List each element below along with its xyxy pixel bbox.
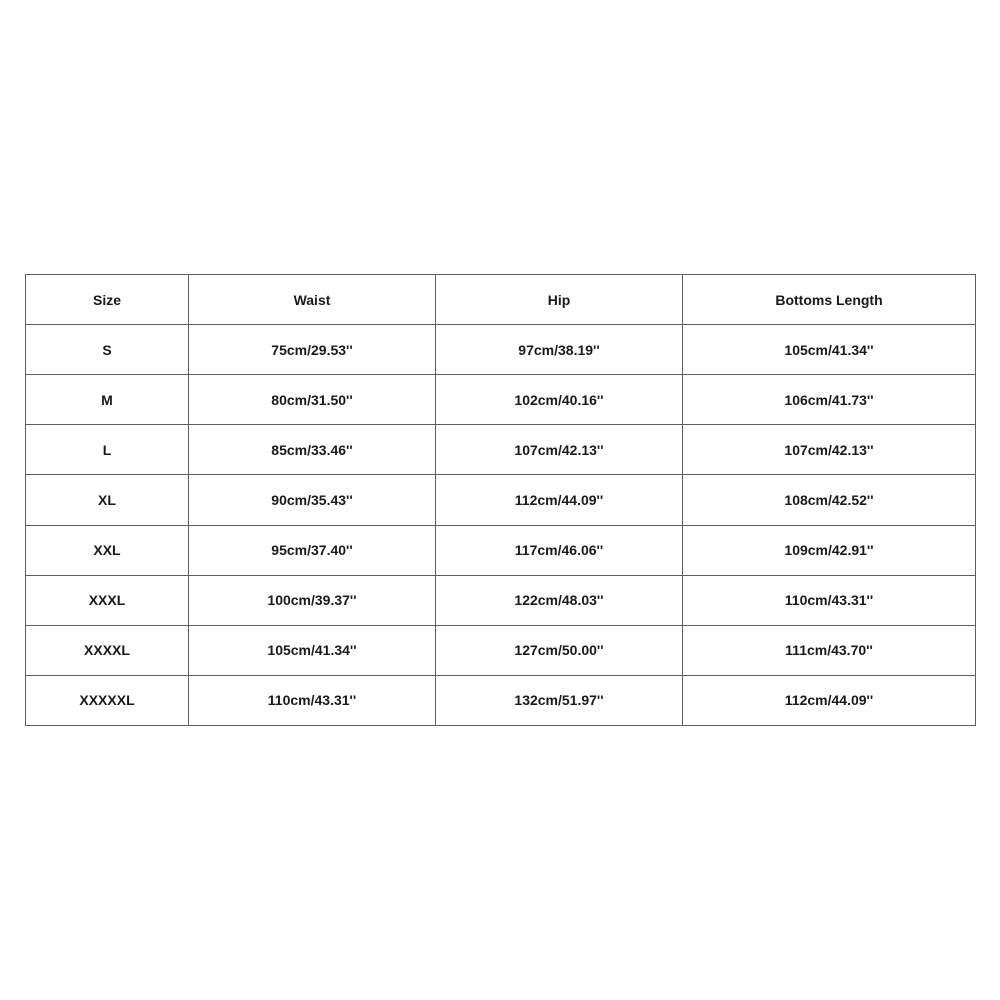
cell-waist: 110cm/43.31'' [189,675,436,725]
cell-hip: 107cm/42.13'' [436,425,683,475]
cell-hip: 112cm/44.09'' [436,475,683,525]
cell-hip: 132cm/51.97'' [436,675,683,725]
header-bottoms-length: Bottoms Length [683,275,976,325]
cell-size: XL [26,475,189,525]
cell-bottoms-length: 107cm/42.13'' [683,425,976,475]
cell-waist: 95cm/37.40'' [189,525,436,575]
table-row [26,375,976,425]
table-row [26,575,976,625]
cell-size: XXXXL [26,625,189,675]
cell-size: XXXL [26,575,189,625]
cell-bottoms-length: 111cm/43.70'' [683,625,976,675]
cell-size: S [26,325,189,375]
header-waist: Waist [189,275,436,325]
table-header-row [26,275,976,325]
cell-bottoms-length: 112cm/44.09'' [683,675,976,725]
cell-hip: 117cm/46.06'' [436,525,683,575]
cell-waist: 105cm/41.34'' [189,625,436,675]
cell-hip: 97cm/38.19'' [436,325,683,375]
table-row [26,675,976,725]
cell-bottoms-length: 109cm/42.91'' [683,525,976,575]
header-size: Size [26,275,189,325]
size-chart-table [25,274,976,726]
table-row [26,525,976,575]
cell-hip: 122cm/48.03'' [436,575,683,625]
cell-waist: 85cm/33.46'' [189,425,436,475]
header-hip: Hip [436,275,683,325]
table-row [26,425,976,475]
cell-size: XXXXXL [26,675,189,725]
cell-waist: 100cm/39.37'' [189,575,436,625]
cell-size: M [26,375,189,425]
cell-bottoms-length: 108cm/42.52'' [683,475,976,525]
cell-waist: 90cm/35.43'' [189,475,436,525]
cell-waist: 75cm/29.53'' [189,325,436,375]
cell-bottoms-length: 106cm/41.73'' [683,375,976,425]
cell-hip: 102cm/40.16'' [436,375,683,425]
table-row [26,325,976,375]
table-row [26,475,976,525]
table-row [26,625,976,675]
table-body [26,325,976,726]
cell-waist: 80cm/31.50'' [189,375,436,425]
cell-bottoms-length: 110cm/43.31'' [683,575,976,625]
cell-size: XXL [26,525,189,575]
cell-hip: 127cm/50.00'' [436,625,683,675]
cell-bottoms-length: 105cm/41.34'' [683,325,976,375]
cell-size: L [26,425,189,475]
